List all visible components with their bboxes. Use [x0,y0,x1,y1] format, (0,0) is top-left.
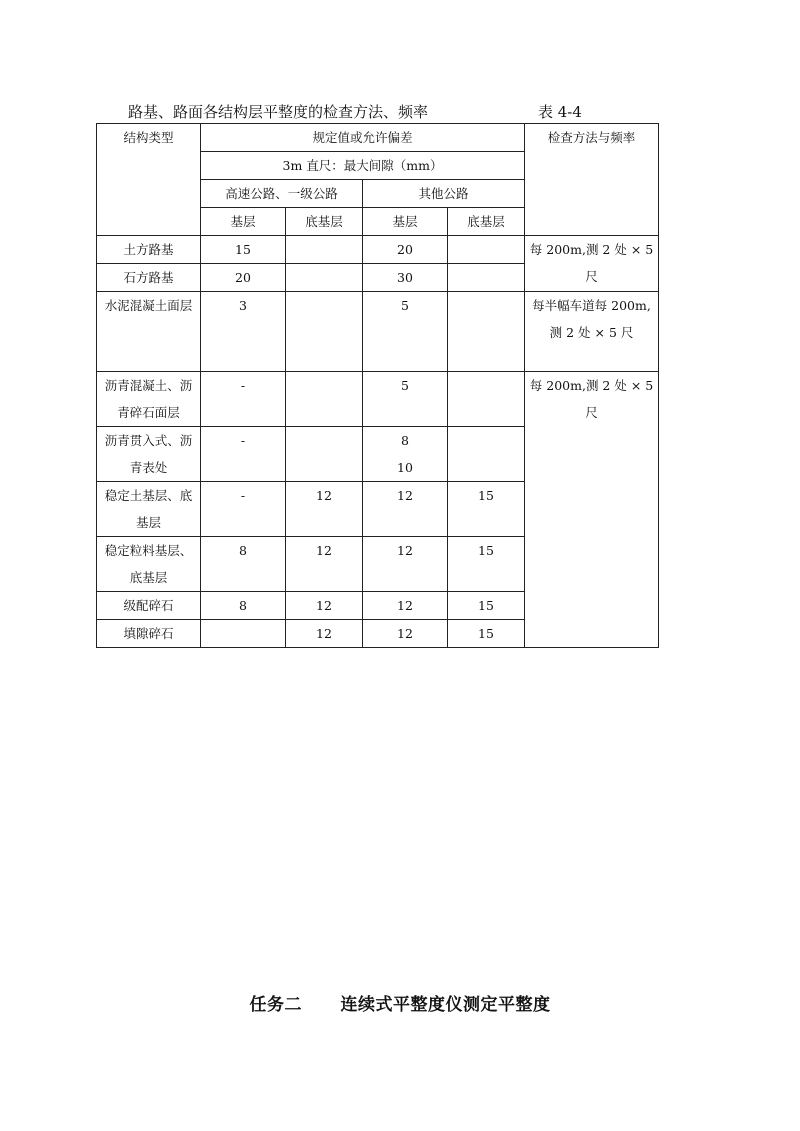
structure-type-cell: 土方路基 [97,236,201,264]
value-cell: 15 [448,482,525,537]
structure-type-cell: 填隙碎石 [97,620,201,648]
value-cell [286,427,363,482]
header-row-1 [97,124,659,152]
method-cell: 每 200m,测 2 处 × 5 尺 [525,372,659,648]
value-cell: 8 [201,537,286,592]
table-row [97,292,659,372]
structure-type-cell: 稳定粒料基层、底基层 [97,537,201,592]
header-structure-type: 结构类型 [97,124,201,236]
value-cell: - [201,427,286,482]
header-spec: 规定值或允许偏差 [201,124,525,152]
value-cell: 12 [363,592,448,620]
value-cell [363,427,448,482]
structure-type-cell: 稳定土基层、底基层 [97,482,201,537]
method-cell: 每 200m,测 2 处 × 5 尺 [525,236,659,292]
header-other-base: 基层 [363,208,448,236]
value-cell: - [201,372,286,427]
value-cell: 12 [363,620,448,648]
table-title: 路基、路面各结构层平整度的检查方法、频率 [128,103,429,121]
value-cell: 20 [363,236,448,264]
method-cell: 每半幅车道每 200m,测 2 处 × 5 尺 [525,292,659,372]
value-cell [448,292,525,372]
value-cell: 12 [286,592,363,620]
structure-type-cell: 沥青混凝土、沥青碎石面层 [97,372,201,427]
value-cell [448,427,525,482]
value-line: 10 [397,460,413,475]
header-highway: 高速公路、一级公路 [201,180,363,208]
value-cell [286,264,363,292]
header-method: 检查方法与频率 [525,124,659,236]
value-cell: 12 [286,620,363,648]
header-other-roads: 其他公路 [363,180,525,208]
value-cell: 3 [201,292,286,372]
value-cell: 12 [286,537,363,592]
header-highway-subbase: 底基层 [286,208,363,236]
value-cell: - [201,482,286,537]
section-title: 任务二 连续式平整度仪测定平整度 [249,995,551,1015]
value-cell [448,372,525,427]
value-cell: 15 [448,620,525,648]
value-cell: 5 [363,372,448,427]
value-cell: 30 [363,264,448,292]
value-cell [286,372,363,427]
structure-type-cell: 级配碎石 [97,592,201,620]
value-cell: 15 [201,236,286,264]
value-cell: 15 [448,592,525,620]
value-cell: 5 [363,292,448,372]
structure-type-cell: 沥青贯入式、沥青表处 [97,427,201,482]
value-cell [448,236,525,264]
value-line: 8 [401,433,409,448]
value-cell: 12 [286,482,363,537]
value-cell: 12 [363,482,448,537]
value-cell [286,292,363,372]
value-cell: 12 [363,537,448,592]
table-row [97,372,659,427]
structure-type-cell: 水泥混凝土面层 [97,292,201,372]
value-cell: 15 [448,537,525,592]
header-ruler: 3m 直尺：最大间隙（mm） [201,152,525,180]
header-other-subbase: 底基层 [448,208,525,236]
value-cell [201,620,286,648]
value-cell: 20 [201,264,286,292]
header-highway-base: 基层 [201,208,286,236]
value-cell [448,264,525,292]
flatness-spec-table [96,123,659,648]
table-caption [128,101,608,123]
table-number: 表 4-4 [538,103,582,121]
structure-type-cell: 石方路基 [97,264,201,292]
table-row [97,236,659,264]
value-cell [286,236,363,264]
value-cell: 8 [201,592,286,620]
